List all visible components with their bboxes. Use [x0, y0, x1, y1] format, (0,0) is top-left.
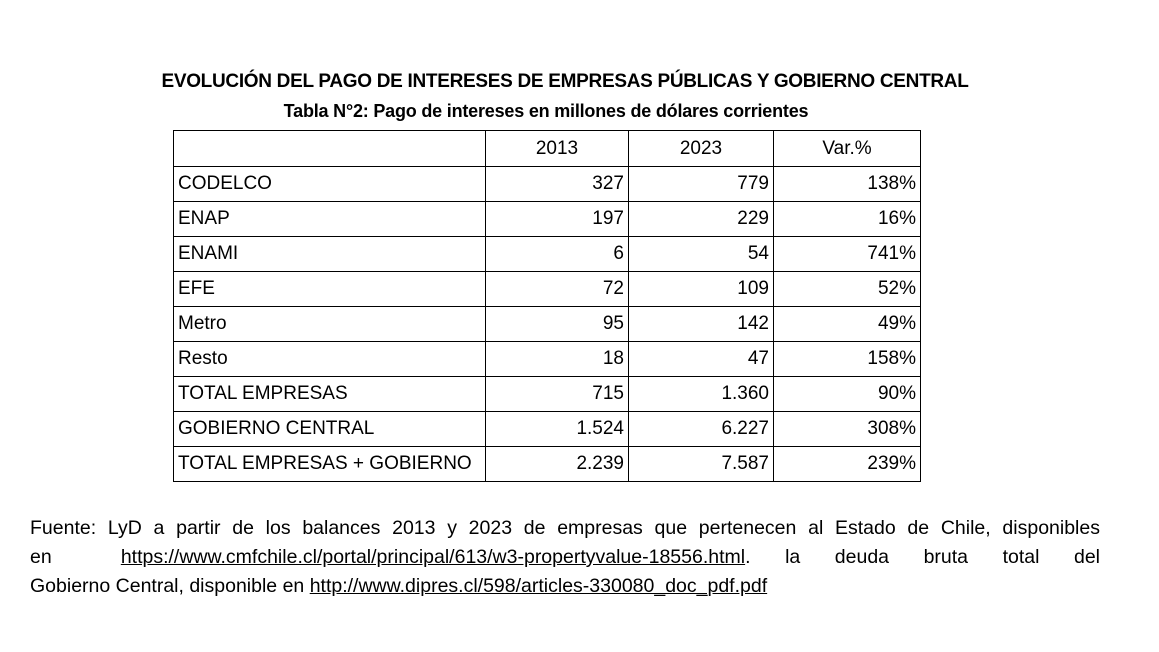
table-row-resto — [174, 342, 921, 377]
cell-2023: 1.360 — [629, 377, 774, 412]
cell-var: 90% — [774, 377, 921, 412]
cell-2013: 197 — [486, 202, 629, 237]
cell-var: 308% — [774, 412, 921, 447]
row-label: EFE — [174, 272, 486, 307]
row-label: Resto — [174, 342, 486, 377]
table-caption: Tabla N°2: Pago de intereses en millones de dólares corrientes — [283, 101, 809, 121]
cell-var: 49% — [774, 307, 921, 342]
header-cell-2023: 2023 — [629, 131, 774, 167]
header-cell-var: Var.% — [774, 131, 921, 167]
source-note — [30, 514, 1100, 601]
table-row-enap — [174, 202, 921, 237]
row-label: ENAMI — [174, 237, 486, 272]
cell-2023: 7.587 — [629, 447, 774, 482]
row-label: TOTAL EMPRESAS — [174, 377, 486, 412]
source-en-text: en — [30, 546, 52, 568]
table-row-total-empresas — [174, 377, 921, 412]
header-cell-2013: 2013 — [486, 131, 629, 167]
row-label: ENAP — [174, 202, 486, 237]
document-title: EVOLUCIÓN DEL PAGO DE INTERESES DE EMPRESAS PÚBLICAS Y GOBIERNO CENTRAL — [161, 71, 969, 92]
cell-2013: 1.524 — [486, 412, 629, 447]
header-cell-empty — [174, 131, 486, 167]
table-row-gobierno-central — [174, 412, 921, 447]
table-row-efe — [174, 272, 921, 307]
cell-var: 158% — [774, 342, 921, 377]
interest-payments-table — [173, 130, 921, 482]
cell-var: 741% — [774, 237, 921, 272]
cell-2023: 109 — [629, 272, 774, 307]
source-line-3 — [30, 572, 1100, 601]
row-label: GOBIERNO CENTRAL — [174, 412, 486, 447]
cell-2013: 6 — [486, 237, 629, 272]
cell-2023: 54 — [629, 237, 774, 272]
dipres-link[interactable]: http://www.dipres.cl/598/articles-330080_doc_pdf.pdf — [309, 575, 768, 597]
source-gobierno-text: Gobierno Central, disponible en — [30, 575, 305, 597]
cell-2013: 72 — [486, 272, 629, 307]
cell-2023: 229 — [629, 202, 774, 237]
cell-2013: 715 — [486, 377, 629, 412]
row-label: TOTAL EMPRESAS + GOBIERNO — [174, 447, 486, 482]
cell-2023: 47 — [629, 342, 774, 377]
source-line-2-suffix: . la deuda bruta total del — [745, 546, 1100, 568]
table-row-metro — [174, 307, 921, 342]
cell-2013: 18 — [486, 342, 629, 377]
table-row-enami — [174, 237, 921, 272]
cell-var: 239% — [774, 447, 921, 482]
source-line-1: Fuente: LyD a partir de los balances 2013 y 2023 de empresas que pertenecen al Estado de Chile, disponibles — [30, 517, 1100, 539]
table-row-codelco — [174, 167, 921, 202]
cell-var: 52% — [774, 272, 921, 307]
cell-2013: 327 — [486, 167, 629, 202]
cell-var: 16% — [774, 202, 921, 237]
table-row-total-empresas-gobierno — [174, 447, 921, 482]
cmf-link[interactable]: https://www.cmfchile.cl/portal/principal/613/w3-propertyvalue-18556.html — [120, 546, 746, 568]
row-label: Metro — [174, 307, 486, 342]
cell-2023: 6.227 — [629, 412, 774, 447]
table-header-row — [174, 131, 921, 167]
cell-var: 138% — [774, 167, 921, 202]
cell-2023: 142 — [629, 307, 774, 342]
cell-2013: 2.239 — [486, 447, 629, 482]
row-label: CODELCO — [174, 167, 486, 202]
cell-2023: 779 — [629, 167, 774, 202]
source-line-2 — [30, 543, 1100, 572]
cell-2013: 95 — [486, 307, 629, 342]
